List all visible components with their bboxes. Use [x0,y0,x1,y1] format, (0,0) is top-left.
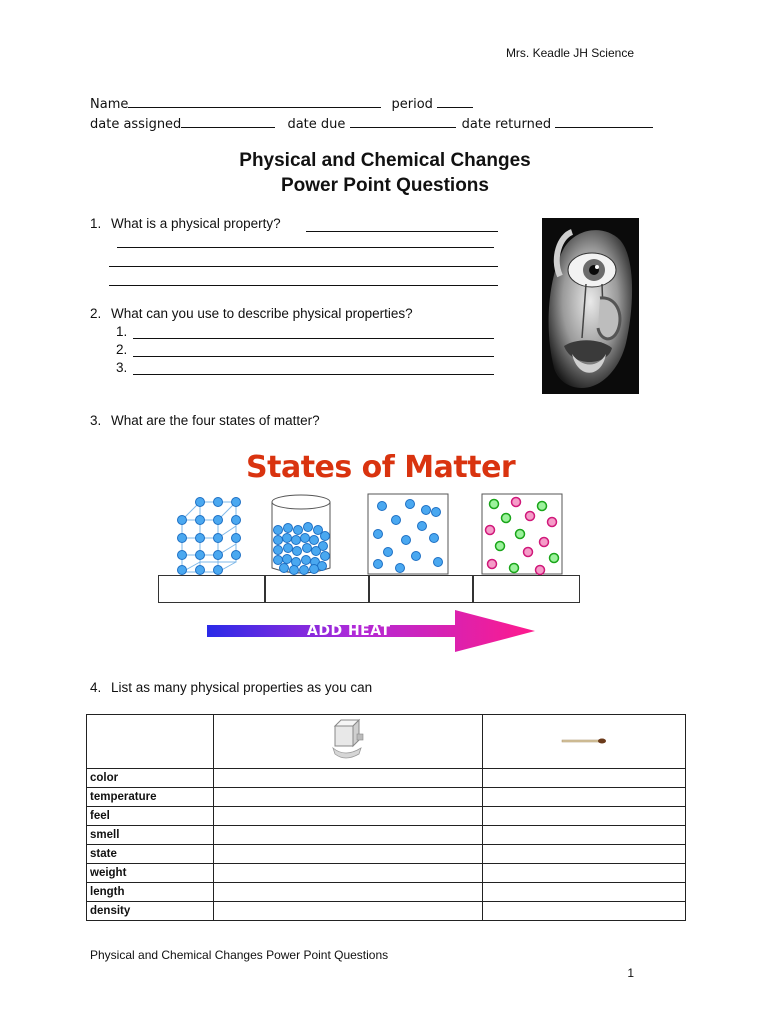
state-answer-box-3[interactable] [368,575,474,603]
q2-number: 2. [90,306,102,321]
table-row [87,807,686,826]
q4-text: List as many physical properties as you can [111,680,373,695]
state-answer-box-2[interactable] [264,575,370,603]
row-label-weight: weight [87,864,214,883]
ice-cube-icon [331,718,365,762]
table-row [87,788,686,807]
row-label-density: density [87,902,214,921]
match-column-header [483,715,686,769]
table-cell[interactable] [483,788,686,807]
name-field[interactable] [128,95,381,108]
q3-number: 3. [90,413,102,428]
teacher-header: Mrs. Keadle JH Science [505,46,634,60]
table-row [87,902,686,921]
date-returned-field[interactable] [555,115,653,128]
row-label-length: length [87,883,214,902]
table-corner-cell [87,715,214,769]
page-number: 1 [627,966,634,980]
table-cell[interactable] [214,845,483,864]
title-line-2: Power Point Questions [281,175,489,196]
states-diagram-title: States of Matter [246,450,516,485]
table-cell[interactable] [483,845,686,864]
state-answer-box-4[interactable] [472,575,580,603]
table-cell[interactable] [214,902,483,921]
period-field[interactable] [437,95,473,108]
table-row [87,845,686,864]
row-label-temperature: temperature [87,788,214,807]
table-row [87,826,686,845]
dates-row [90,115,653,132]
solid-lattice-icon [178,498,241,575]
q1-text: What is a physical property? [111,216,281,231]
date-assigned-label: date assigned [90,117,182,132]
row-label-color: color [87,769,214,788]
q2-item-1: 1. [116,324,128,339]
date-assigned-field[interactable] [181,115,275,128]
table-cell[interactable] [483,883,686,902]
add-heat-label: ADD HEAT [307,623,391,639]
title-line-1: Physical and Chemical Changes [239,150,531,171]
table-row [87,864,686,883]
table-cell[interactable] [214,788,483,807]
date-returned-label: date returned [461,117,552,132]
table-row [87,883,686,902]
row-label-state: state [87,845,214,864]
name-row [90,95,473,112]
surreal-face-photo [542,218,639,394]
question-4 [90,680,372,695]
gas-container-icon [368,494,448,574]
table-cell[interactable] [214,883,483,902]
liquid-beaker-icon [272,495,330,575]
states-of-matter-illustration [170,490,580,576]
table-cell[interactable] [483,826,686,845]
question-2 [90,306,413,321]
table-header-row [87,715,686,769]
table-cell[interactable] [483,807,686,826]
q2-answer-line-3[interactable] [133,374,494,375]
table-row [87,769,686,788]
date-due-label: date due [287,117,346,132]
date-due-field[interactable] [350,115,456,128]
table-cell[interactable] [483,864,686,883]
table-cell[interactable] [214,807,483,826]
properties-table [86,714,686,921]
table-cell[interactable] [483,902,686,921]
plasma-container-icon [482,494,562,575]
q3-text: What are the four states of matter? [111,413,320,428]
period-label: period [391,97,433,112]
table-cell[interactable] [214,769,483,788]
state-answer-box-1[interactable] [158,575,266,603]
table-cell[interactable] [483,769,686,788]
q1-answer-line[interactable] [306,231,498,232]
ice-column-header [214,715,483,769]
table-cell[interactable] [214,826,483,845]
matchstick-icon [560,737,608,745]
q2-answer-line-1[interactable] [133,338,494,339]
row-label-smell: smell [87,826,214,845]
name-label: Name [90,97,129,112]
q2-item-2: 2. [116,342,128,357]
question-3 [90,413,320,428]
question-1 [90,216,281,231]
page-title [0,148,770,198]
q1-answer-line[interactable] [109,285,498,286]
q2-item-3: 3. [116,360,128,375]
q2-answer-line-2[interactable] [133,356,494,357]
table-cell[interactable] [214,864,483,883]
row-label-feel: feel [87,807,214,826]
q4-number: 4. [90,680,102,695]
q1-number: 1. [90,216,102,231]
q1-answer-line[interactable] [109,266,498,267]
q1-answer-line[interactable] [117,247,494,248]
page-footer: Physical and Chemical Changes Power Point Questions [90,948,389,962]
q2-text: What can you use to describe physical properties? [111,306,413,321]
